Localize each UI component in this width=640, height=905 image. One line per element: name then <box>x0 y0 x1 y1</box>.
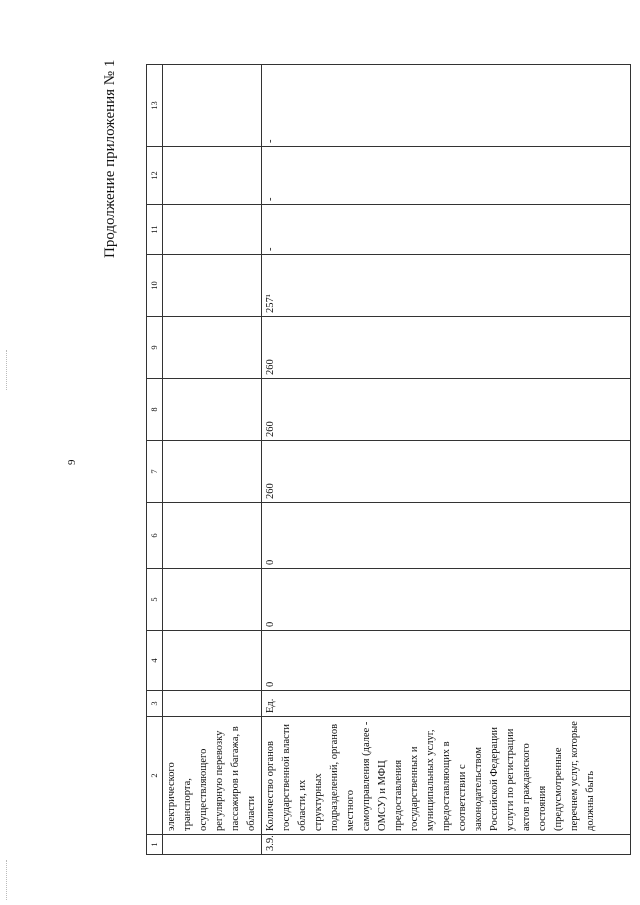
column-number: 7 <box>147 441 163 503</box>
column-number: 6 <box>147 503 163 569</box>
continuation-label: Продолжение приложения № 1 <box>102 59 118 258</box>
row-number-cell <box>163 835 262 855</box>
value-cell <box>163 441 262 503</box>
column-number: 8 <box>147 379 163 441</box>
column-number: 11 <box>147 205 163 255</box>
indicator-name-cell: электрического транспорта, осуществляющего регулярную перевозку пассажиров и багажа, в области <box>163 717 262 835</box>
value-cell <box>163 147 262 205</box>
unit-cell: Ед. <box>262 691 631 717</box>
value-cell <box>163 255 262 317</box>
rotated-table-container <box>146 65 598 855</box>
value-cell <box>163 379 262 441</box>
value-cell: 260 <box>262 317 631 379</box>
margin-dots-top <box>6 350 8 390</box>
value-cell: - <box>262 147 631 205</box>
margin-dots-bottom <box>6 860 8 900</box>
value-cell: 0 <box>262 503 631 569</box>
column-number: 1 <box>147 835 163 855</box>
value-cell: 260 <box>262 379 631 441</box>
value-cell <box>163 205 262 255</box>
column-number: 2 <box>147 717 163 835</box>
column-number: 4 <box>147 631 163 691</box>
value-cell <box>163 317 262 379</box>
value-cell <box>163 631 262 691</box>
column-number: 5 <box>147 569 163 631</box>
column-number: 13 <box>147 65 163 147</box>
value-cell: 0 <box>262 631 631 691</box>
value-cell: - <box>262 205 631 255</box>
column-number: 12 <box>147 147 163 205</box>
value-cell: - <box>262 65 631 147</box>
value-cell: 260 <box>262 441 631 503</box>
column-number-row <box>147 65 163 855</box>
column-number: 9 <box>147 317 163 379</box>
table-row <box>262 65 631 855</box>
column-number: 10 <box>147 255 163 317</box>
row-number-cell: 3.9. <box>262 835 631 855</box>
page-number: 9 <box>66 459 78 465</box>
value-cell <box>163 569 262 631</box>
value-cell <box>163 503 262 569</box>
unit-cell <box>163 691 262 717</box>
value-cell: 0 <box>262 569 631 631</box>
value-cell: 257¹ <box>262 255 631 317</box>
table-row <box>163 65 262 855</box>
value-cell <box>163 65 262 147</box>
data-table <box>146 64 631 855</box>
column-number: 3 <box>147 691 163 717</box>
indicator-name-cell: Количество органов государственной власти области, их структурных подразделений, органов местного самоуправления (далее - ОМСУ) и МФЦ предоставления государственных и муниципальных услуг, предоставляющих в соответствии с законодательством Российской Федерации услуги по регистрации актов гражданского состояния (предусмотренные перечнем услуг, которые должны быть <box>262 717 631 835</box>
